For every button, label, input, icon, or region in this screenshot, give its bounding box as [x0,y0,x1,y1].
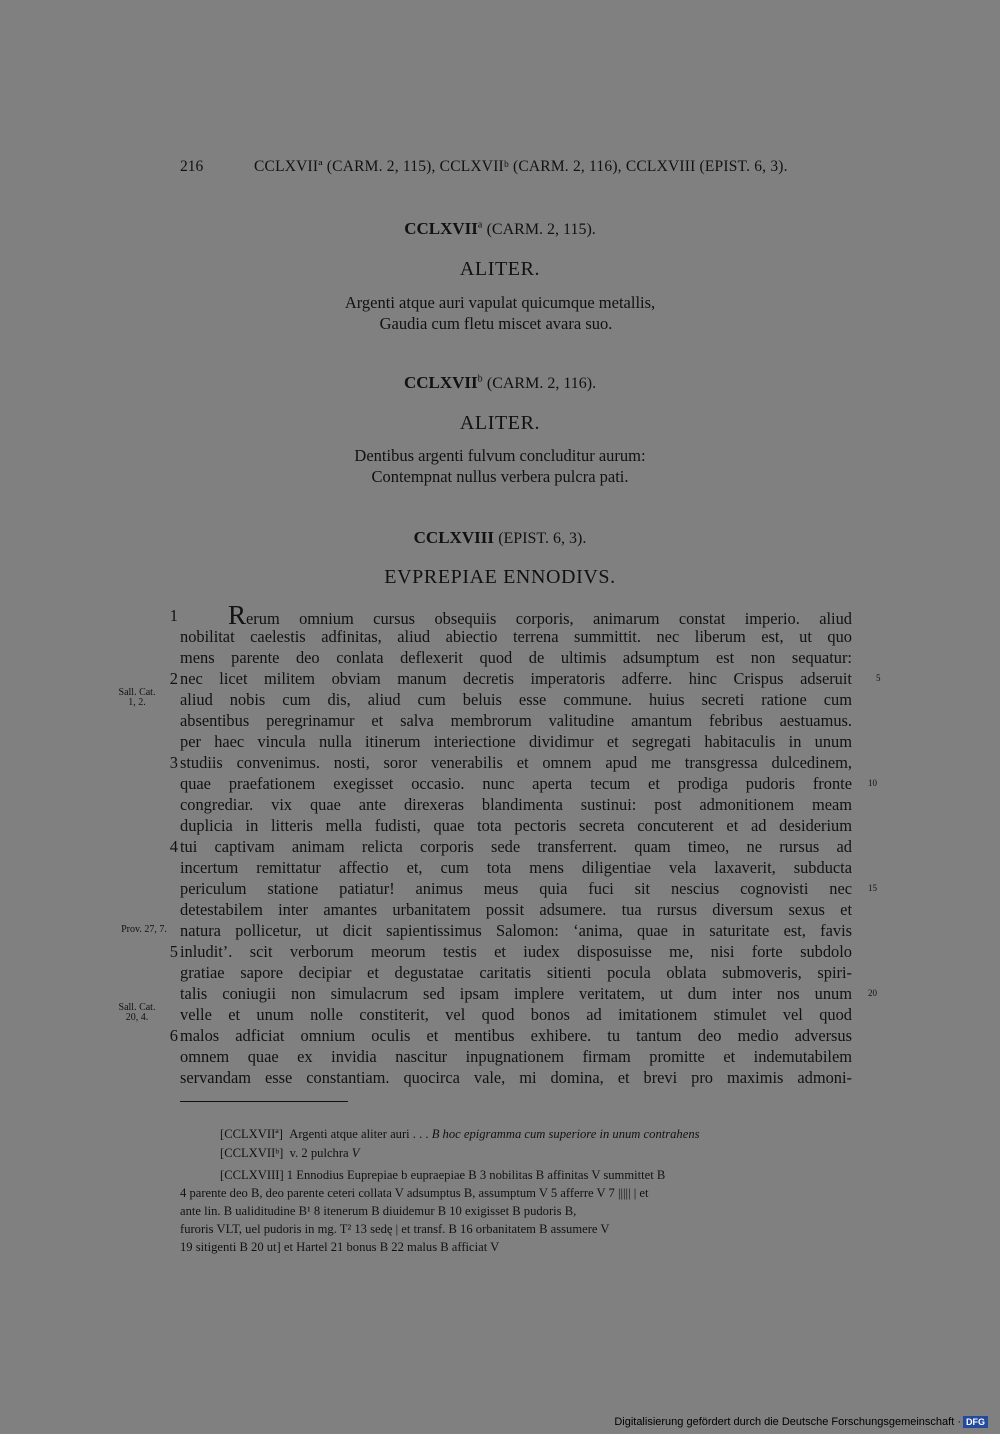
body-line: servandam esse constantiam. quocirca vale, mi domina, et brevi pro maximis admoni- [180,1068,852,1087]
line-number: 15 [868,883,877,893]
body-line: duplicia in litteris mella fudisti, quae tota pectoris secreta concuterent et ad desiderium [180,816,852,835]
paragraph-number: 1 [169,606,178,625]
section-a-verse-1: Argenti atque auri vapulat quicumque metallis, [344,293,656,312]
footnote-3-line: ante lin. B ualiditudine B¹ 8 itenerum B diuidemur B 10 exigisset B pudoris B, [180,1204,577,1218]
body-line: velle et unum nolle constiterit, vel quod bonos ad imitationem stimulet vel quod [180,1005,852,1024]
section-b-verse-2: Contempnat nullus verbera pulcra pati. [371,467,629,486]
body-line: mens parente deo conlata deflexerit quod de ultimis adsumptum est non sequatur: [180,648,852,667]
section-c-heading [0,528,1000,548]
page-number: 216 [180,158,204,175]
section-b-number: CCLXVII [403,373,478,392]
paragraph-number: 4 [169,837,178,856]
footnote-rule [180,1101,348,1102]
section-a-heading [0,219,1000,239]
footnote-3-line: furoris VLT, uel pudoris in mg. T² 13 sedę | et transf. B 16 orbanitatem B assumere V [180,1222,610,1236]
body-line: aliud nobis cum dis, aliud cum beluis esse commune. huius secreti ratione cum [180,690,852,709]
body-line: Rerum omnium cursus obsequiis corporis, animarum constat imperio. aliud [228,600,852,630]
paragraph-number: 2 [169,669,178,688]
section-a-verse-2: Gaudia cum fletu miscet avara suo. [379,314,613,333]
body-line: malos adficiat omnium oculis et mentibus exhibere. tu tantum deo medio adversus [180,1026,852,1045]
paragraph-number: 5 [169,942,178,961]
paragraph-number: 3 [169,753,178,772]
section-c-title: EVPREPIAE ENNODIVS. [384,566,616,588]
dfg-logo: DFG [963,1416,988,1428]
body-line: nec licet militem obviam manum decretis imperatoris adferre. hinc Crispus adseruit [180,669,852,688]
body-line: tui captivam animam relicta corporis sede transferrent. quam timeo, ne rursus ad [180,837,852,856]
section-b-title: ALITER. [459,412,541,434]
drop-letter: R [228,600,247,630]
margin-ref-prov: Prov. 27, 7. [121,924,167,935]
section-c-ref: (EPIST. 6, 3). [498,530,587,547]
section-b-ref: (CARM. 2, 116). [486,375,597,392]
section-b-heading [0,373,1000,393]
body-line: quae praefationem exegisset occasio. nunc aperta tecum et prodiga pudoris fronte [180,774,852,793]
body-line: periculum statione patiatur! animus meus quia fuci sit nescius cognovisti nec [180,879,852,898]
footnote-3-line: 19 sitigenti B 20 ut] et Hartel 21 bonus B 22 malus B afficiat V [180,1240,500,1254]
margin-ref-sall-2: Sall. Cat. 20, 4. [118,1002,156,1023]
body-line: detestabilem inter amantes urbanitatem possit adsumere. tua rursus diversum sexus et [180,900,852,919]
body-line: incertum remittatur affectio et, cum tota mens diligentiae vela laxaverit, subducta [180,858,852,877]
body-line: gratiae sapore decipiar et degustatae caritatis sitienti pocula oblata submoveris, spiri- [180,963,852,982]
digitization-credit: Digitalisierung gefördert durch die Deutsche Forschungsgemeinschaft · DFG [614,1416,988,1428]
running-title: CCLXVIIª (CARM. 2, 115), CCLXVIIᵇ (CARM. 2, 116), CCLXVIII (EPIST. 6, 3). [254,158,788,175]
body-line: per haec vincula nulla itinerum interiectione dividimur et segregati habitaculis in unum [180,732,852,751]
line-number: 10 [868,778,877,788]
section-b-sup: b [477,373,483,385]
section-a-title: ALITER. [459,258,541,280]
body-line: inludit’. scit verborum meorum testis et iudex disposuisse me, nisi forte subdolo [180,942,852,961]
footnote-3-line: [CCLXVIII] 1 Ennodius Euprepiae b eupraepiae B 3 nobilitas B affinitas V summittet B [220,1168,666,1182]
footnote-3-line: 4 parente deo B, deo parente ceteri collata V adsumptus B, assumptum V 5 afferre V 7 ||||| | et [180,1186,649,1200]
margin-ref-sall-1: Sall. Cat. 1, 2. [118,687,156,708]
footnote-1: [CCLXVIIª] Argenti atque aliter auri . . . B hoc epigramma cum superiore in unum contrahens [220,1127,700,1141]
section-a-sup: a [477,219,483,231]
body-line: congrediar. vix quae ante direxeras blandimenta sustinui: post admonitionem meam [180,795,852,814]
body-line: absentibus peregrinamur et salva membrorum valitudine amantum febribus aestuamus. [180,711,852,730]
line-number: 20 [868,988,877,998]
line-number: 5 [876,673,881,683]
body-line: talis coniugii non simulacrum sed ipsam implere veritatem, ut dum inter nos unum [180,984,852,1003]
section-c-number: CCLXVIII [413,528,494,547]
section-a-ref: (CARM. 2, 115). [486,221,596,238]
body-line: studiis convenimus. nosti, soror venerabilis et omnem apud me transgressa dulcedinem, [180,753,852,772]
section-a-number: CCLXVII [404,219,478,238]
body-line: nobilitat caelestis adfinitas, aliud abiectio terrena summittit. nec liberum est, ut quo [180,627,852,646]
section-b-verse-1: Dentibus argenti fulvum concluditur aurum: [354,446,646,465]
paragraph-number: 6 [169,1026,178,1045]
footnote-2: [CCLXVIIᵇ] v. 2 pulchra V [220,1146,360,1160]
body-line: omnem quae ex invidia nascitur inpugnationem firmam promitte et indemutabilem [180,1047,852,1066]
body-line: natura pollicetur, ut dicit sapientissimus Salomon: ‘anima, quae in saturitate est, favis [180,921,852,940]
